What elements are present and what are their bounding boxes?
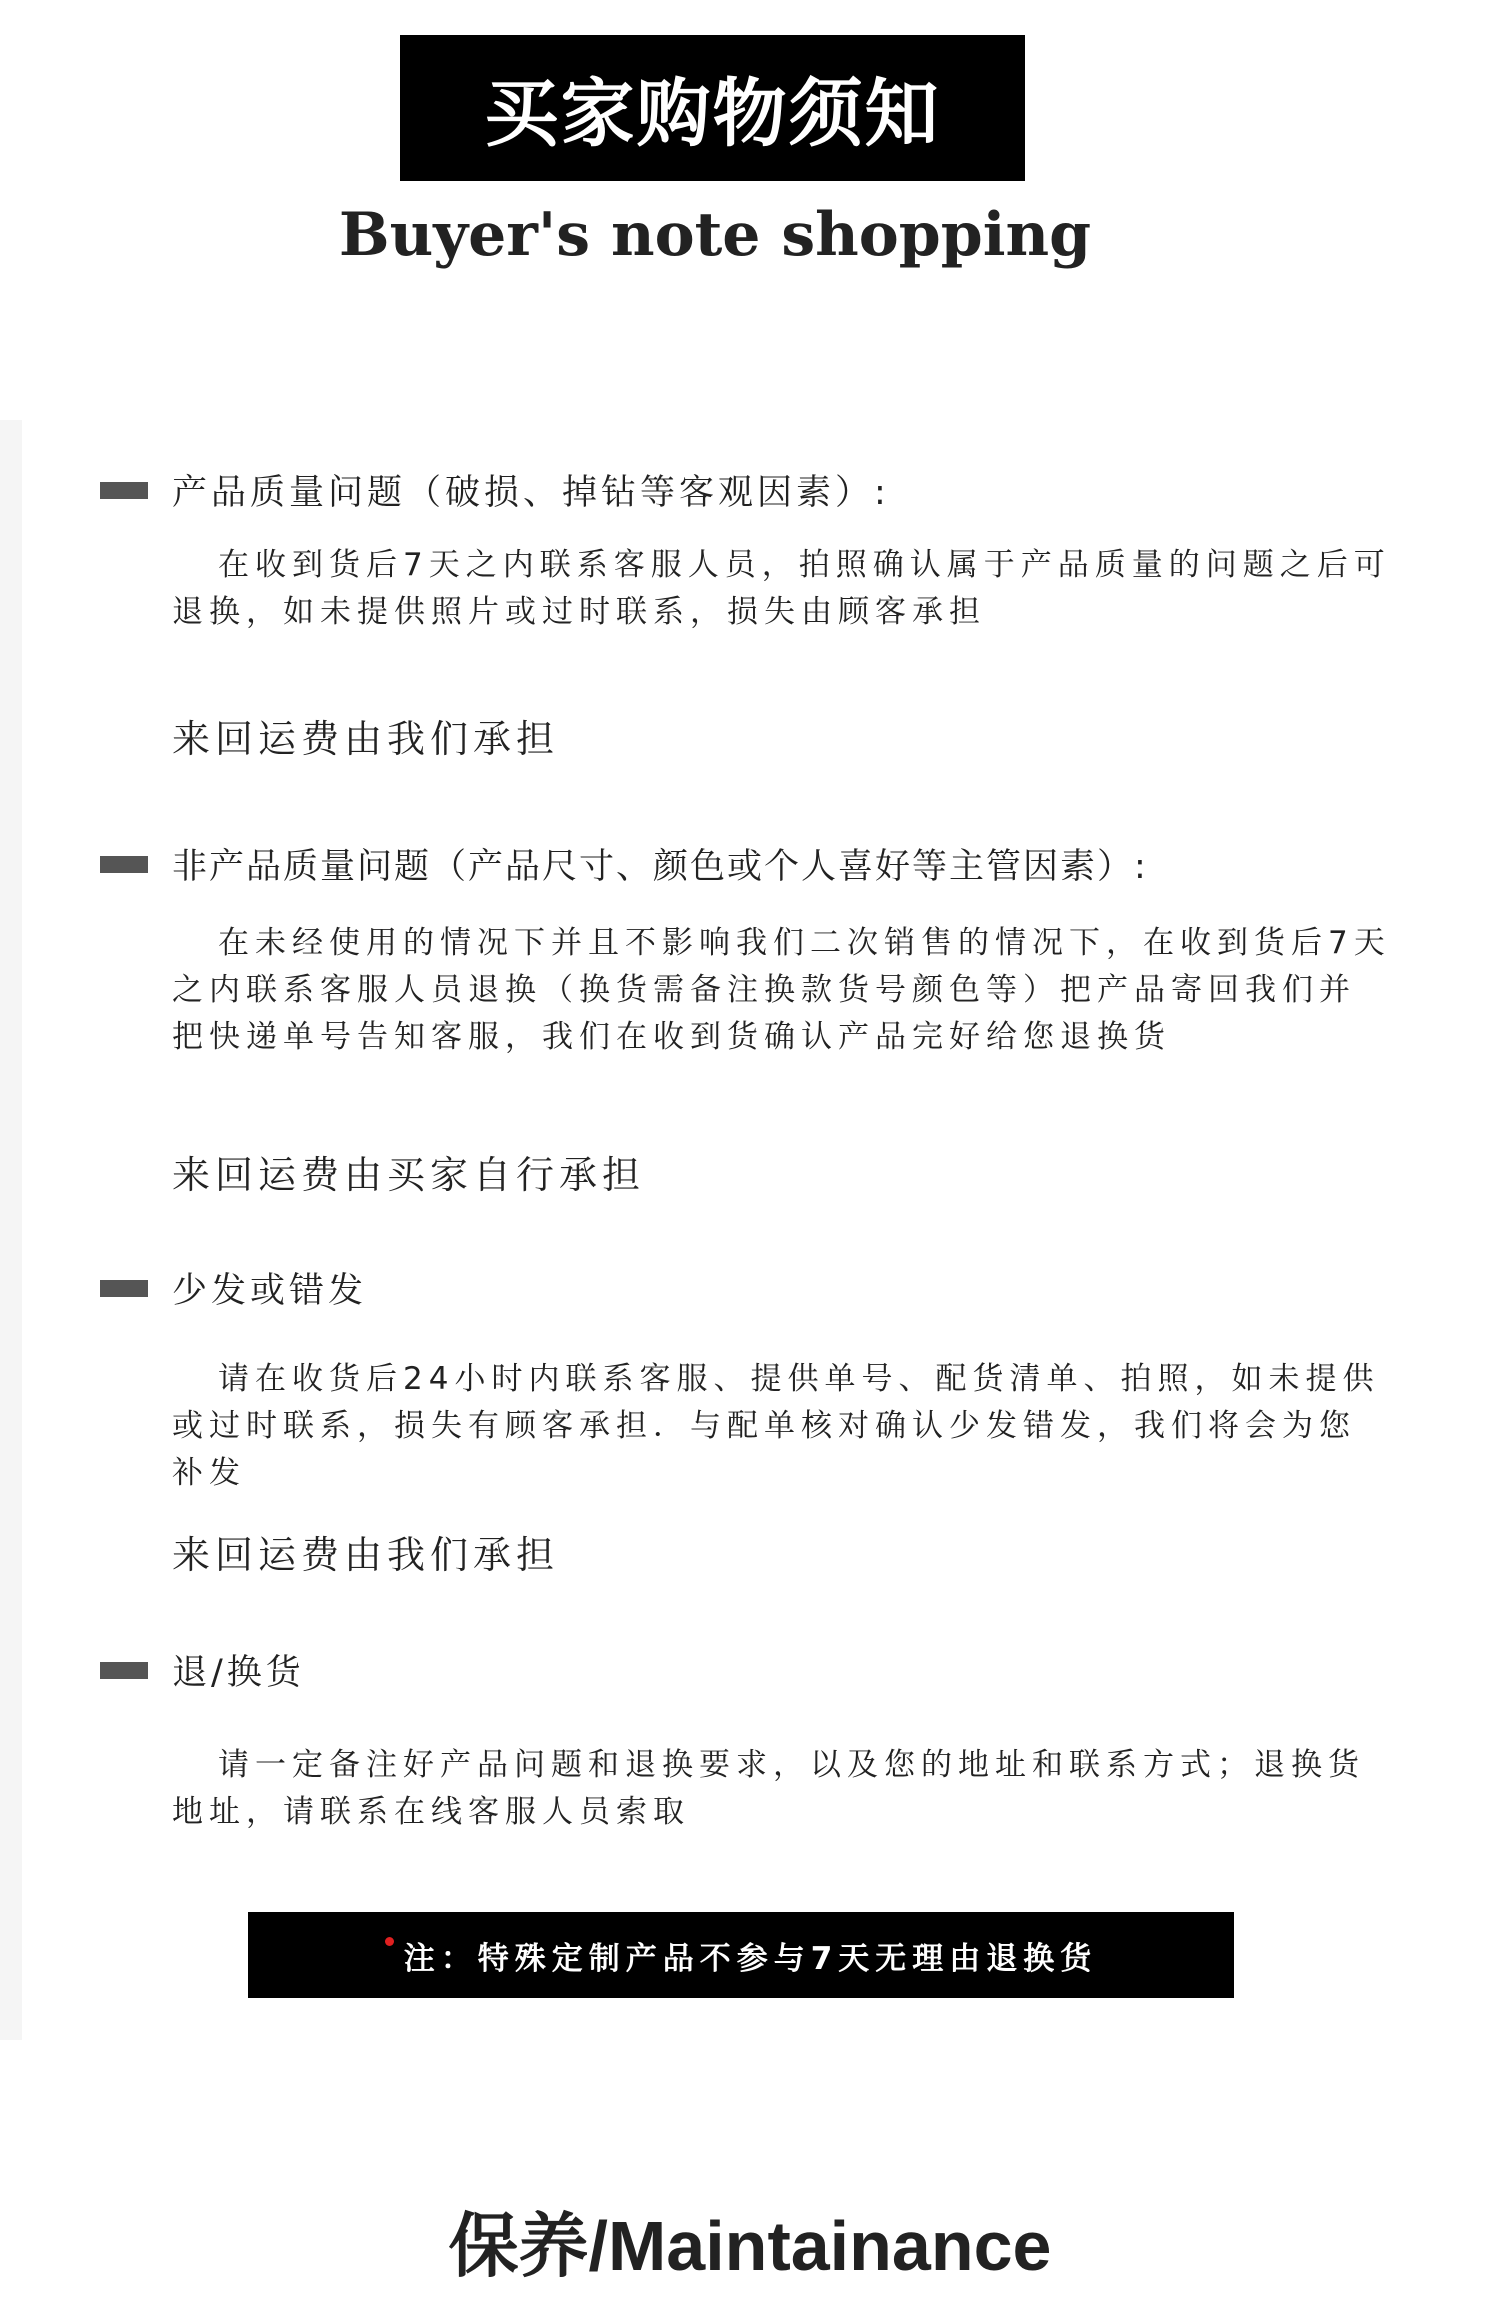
bullet-bar-icon <box>100 856 148 873</box>
section-heading-text: 非产品质量问题（产品尺寸、颜色或个人喜好等主管因素）: <box>172 847 1148 887</box>
section-body: 请一定备注好产品问题和退换要求，以及您的地址和联系方式；退换货地址，请联系在线客服人员索取 <box>172 1747 1365 1830</box>
page-title: 买家购物须知 <box>400 35 1025 181</box>
page-subtitle: Buyer's note shopping <box>338 200 1092 270</box>
section-heading <box>100 466 890 514</box>
section-heading-text: 产品质量问题（破损、掉钻等客观因素）: <box>172 473 890 513</box>
section-heading <box>100 1646 305 1694</box>
section-heading <box>100 1264 367 1312</box>
custom-product-note <box>248 1912 1234 1998</box>
section-body: 请在收货后24小时内联系客服、提供单号、配货清单、拍照，如未提供或过时联系，损失有顾客承担．与配单核对确认少发错发，我们将会为您补发 <box>172 1361 1380 1491</box>
left-edge-shade <box>0 420 22 2040</box>
bullet-bar-icon <box>100 482 148 499</box>
shipping-fee-text: 来回运费由我们承担 <box>172 717 560 761</box>
section-heading-text: 少发或错发 <box>172 1271 368 1311</box>
note-text: 注：特殊定制产品不参与7天无理由退换货 <box>403 1940 1098 1977</box>
section-body: 在收到货后7天之内联系客服人员，拍照确认属于产品质量的问题之后可退换，如未提供照片或过时联系，损失由顾客承担 <box>172 547 1391 630</box>
red-dot-icon <box>385 1937 394 1946</box>
section-heading-text: 退/换货 <box>172 1653 305 1693</box>
bullet-bar-icon <box>100 1662 148 1679</box>
bullet-bar-icon <box>100 1280 148 1297</box>
section-heading <box>100 840 1148 888</box>
shipping-fee-text: 来回运费由我们承担 <box>172 1533 560 1577</box>
section-body: 在未经使用的情况下并且不影响我们二次销售的情况下，在收到货后7天之内联系客服人员退换（换货需备注换款货号颜色等）把产品寄回我们并把快递单号告知客服，我们在收到货确认产品完好给您退换货 <box>172 925 1391 1055</box>
maintenance-heading: 保养/Maintainance <box>448 2207 1052 2285</box>
shipping-fee-text: 来回运费由买家自行承担 <box>172 1153 646 1197</box>
